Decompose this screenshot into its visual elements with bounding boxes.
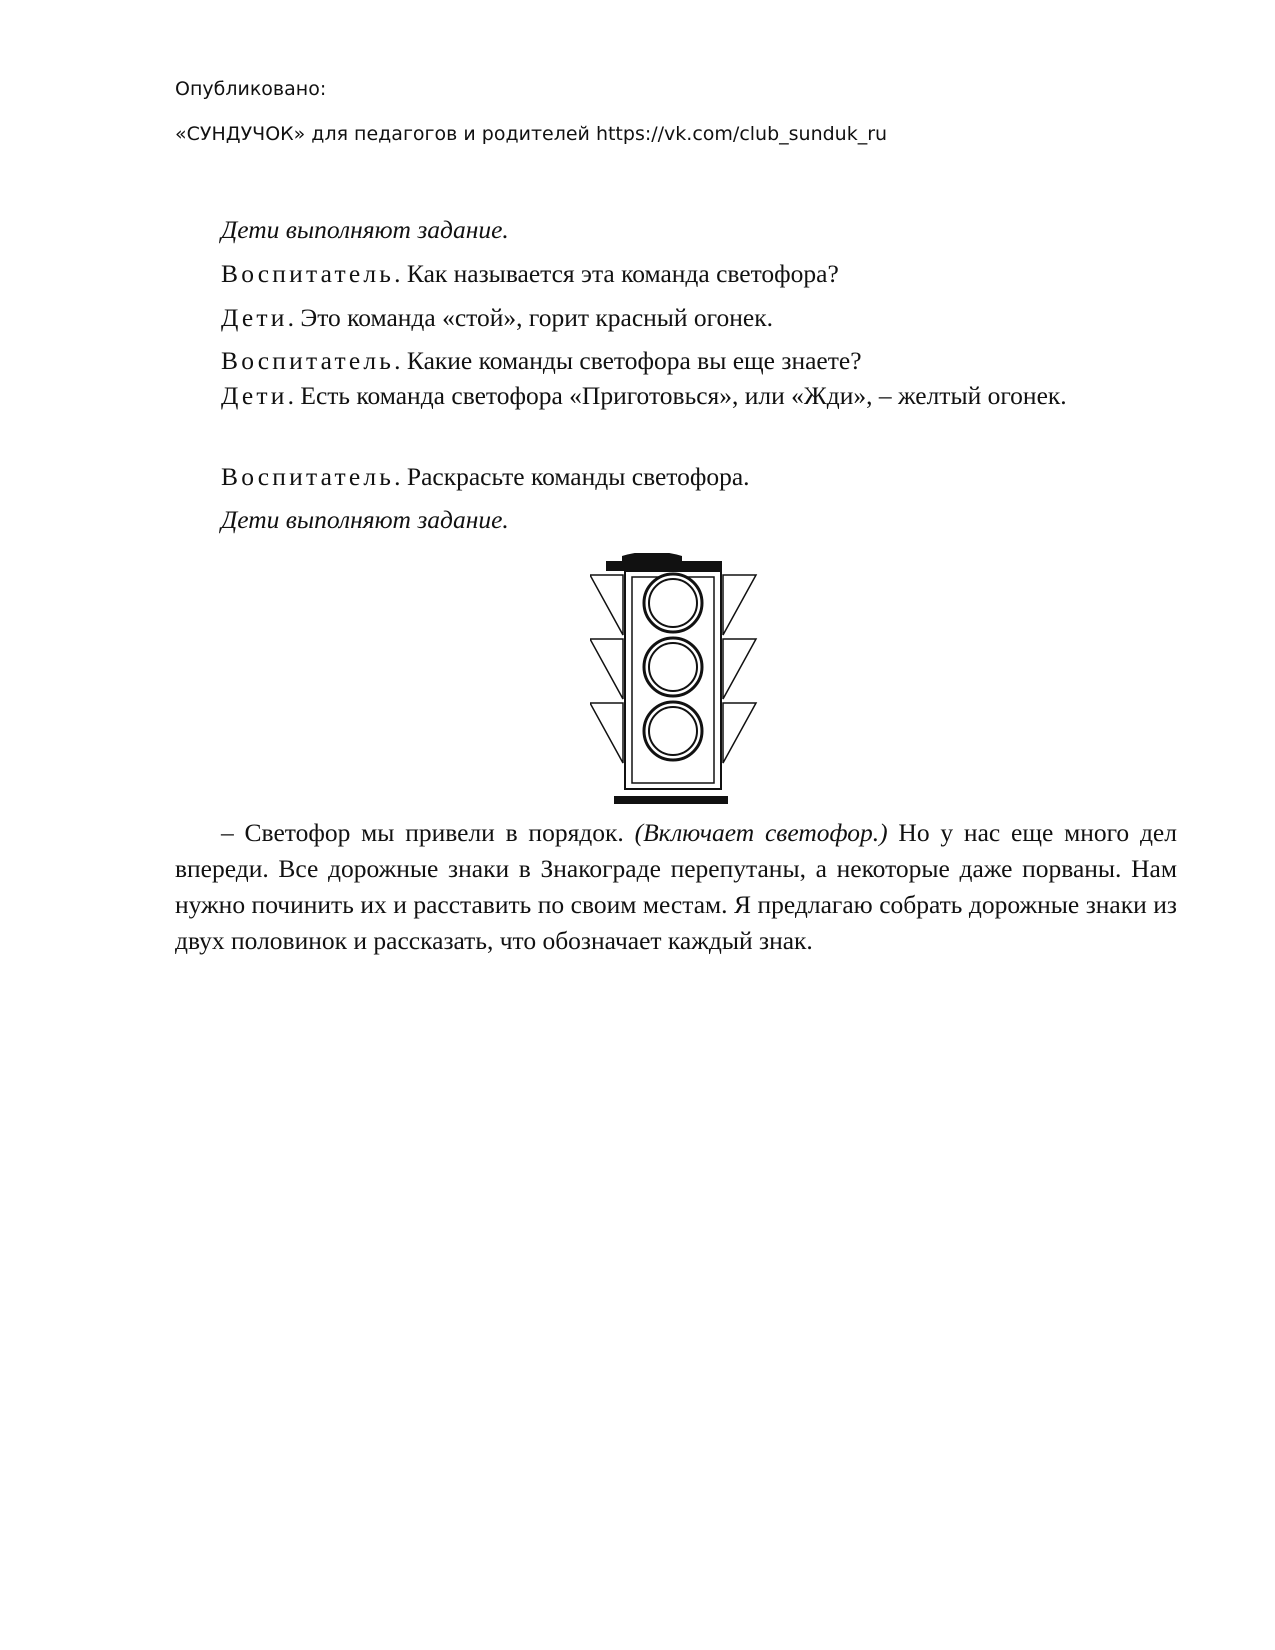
traffic-light-top-bar xyxy=(606,561,722,571)
speaker-name: Воспитатель xyxy=(221,346,395,375)
dialogue-children-1 xyxy=(175,300,1177,336)
paragraph-text: Дети выполняют задание. xyxy=(221,505,509,534)
paragraph-text: Дети выполняют задание. xyxy=(221,215,509,244)
speaker-name: Воспитатель xyxy=(221,259,395,288)
dialogue-educator-2 xyxy=(175,343,1177,379)
stage-direction-2 xyxy=(175,502,1177,538)
paragraph-text: – Светофор мы привели в порядок. xyxy=(221,818,635,847)
educator-closing-paragraph xyxy=(175,815,1177,959)
traffic-light-bottom-lamp xyxy=(644,702,702,760)
stage-direction-1 xyxy=(175,212,1177,248)
dialogue-text: . Раскрасьте команды светофора. xyxy=(394,462,750,491)
published-label: Опубликовано: xyxy=(175,78,327,100)
traffic-light-icon xyxy=(590,553,770,808)
traffic-light-base xyxy=(614,796,728,804)
dialogue-text: . Есть команда светофора «Приготовься», или «Жди», – желтый огонек. xyxy=(287,381,1067,410)
traffic-light-right-visors xyxy=(723,575,756,763)
source-line: «СУНДУЧОК» для педагогов и родителей https://vk.com/club_sunduk_ru xyxy=(175,123,888,145)
speaker-name: Воспитатель xyxy=(221,462,395,491)
traffic-light-cap xyxy=(622,553,682,561)
dialogue-children-2 xyxy=(175,378,1177,414)
speaker-name: Дети xyxy=(221,303,288,332)
dialogue-educator-3 xyxy=(175,459,1177,495)
paragraph-text: Но у нас еще много дел впереди. Все дорожные знаки в Знакограде перепутаны, а некоторые даже порваны. Нам нужно починить их и расставить по своим местам. Я предлагаю собрать дорожные знаки из двух половинок и рассказать, что обозначает каждый знак. xyxy=(175,818,1177,955)
stage-direction-inline: (Включает светофор.) xyxy=(634,818,888,847)
dialogue-educator-1 xyxy=(175,256,1177,292)
traffic-light-top-lamp xyxy=(644,574,702,632)
dialogue-text: . Это команда «стой», горит красный огонек. xyxy=(287,303,773,332)
traffic-light-middle-lamp xyxy=(644,638,702,696)
traffic-light-left-visors xyxy=(590,575,623,763)
dialogue-text: . Как называется эта команда светофора? xyxy=(394,259,839,288)
dialogue-text: . Какие команды светофора вы еще знаете? xyxy=(394,346,862,375)
speaker-name: Дети xyxy=(221,381,288,410)
